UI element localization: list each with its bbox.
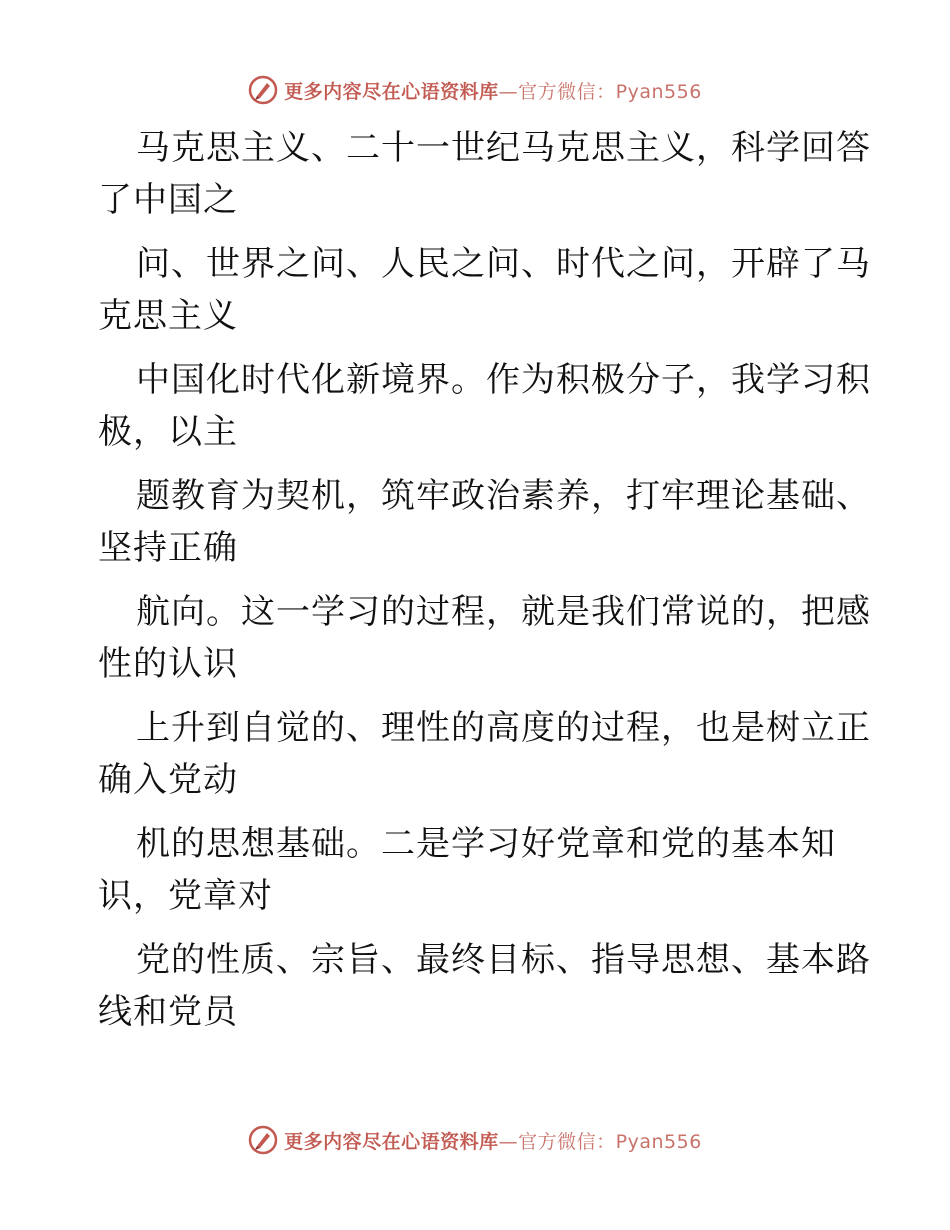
text-line: 问、世界之问、人民之问、时代之问，开辟了马 <box>136 244 871 284</box>
footer-separator: — <box>498 1130 519 1153</box>
text-line: 党的性质、宗旨、最终目标、指导思想、基本路 <box>136 940 871 980</box>
text-line: 马克思主义、二十一世纪马克思主义，科学回答 <box>136 128 871 168</box>
header-text <box>284 77 702 104</box>
text-line: 中国化时代化新境界。作为积极分子，我学习积 <box>136 360 871 400</box>
footer-text <box>284 1127 702 1154</box>
footer-banner <box>0 1120 950 1160</box>
text-line: 机的思想基础。二是学习好党章和党的基本知 <box>136 824 836 864</box>
document-body <box>98 122 871 1038</box>
pen-logo-icon <box>248 1125 278 1155</box>
footer-brand: 更多内容尽在心语资料库 <box>284 1130 499 1153</box>
text-line: 题教育为契机，筑牢政治素养，打牢理论基础、 <box>136 476 871 516</box>
pen-logo-icon <box>248 75 278 105</box>
text-line: 确入党动 <box>98 760 238 800</box>
text-line: 识，党章对 <box>98 876 273 916</box>
header-banner <box>0 70 950 110</box>
header-separator: — <box>498 80 519 103</box>
footer-contact: 官方微信：Pyan556 <box>518 1130 702 1153</box>
text-line: 克思主义 <box>98 296 238 336</box>
text-line: 坚持正确 <box>98 528 238 568</box>
text-line: 了中国之 <box>98 180 238 220</box>
text-line: 航向。这一学习的过程，就是我们常说的，把感 <box>136 592 871 632</box>
text-line: 上升到自觉的、理性的高度的过程，也是树立正 <box>136 708 871 748</box>
text-line: 极，以主 <box>98 412 238 452</box>
text-line: 性的认识 <box>98 644 238 684</box>
header-brand: 更多内容尽在心语资料库 <box>284 80 499 103</box>
text-line: 线和党员 <box>98 992 238 1032</box>
header-contact: 官方微信：Pyan556 <box>518 80 702 103</box>
